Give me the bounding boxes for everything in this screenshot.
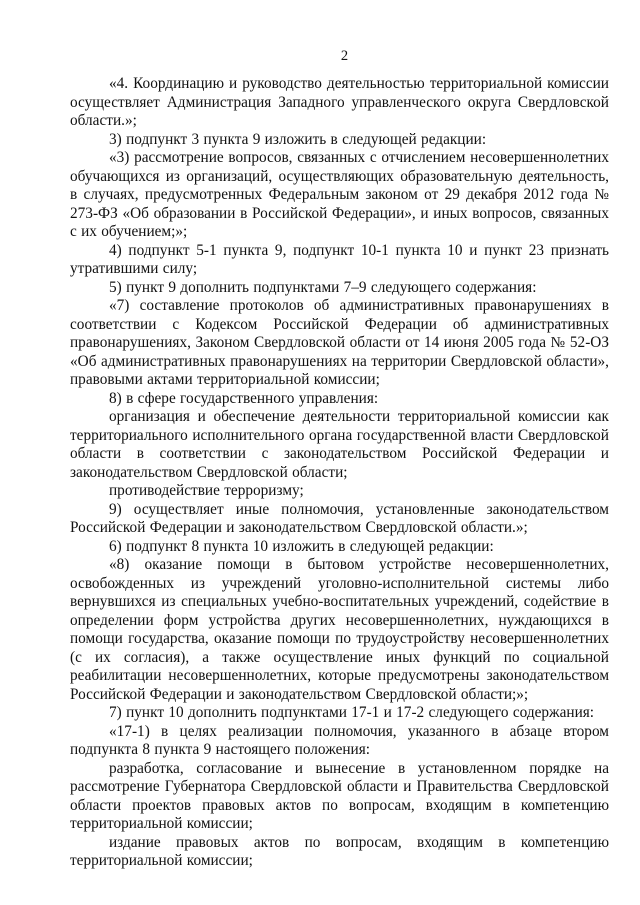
paragraph: организация и обеспечение деятельности территориальной комиссии как территориального исполнительного органа государственной власти Свердловской области в соответствии с законодательством Российской Федерации и законодательством Свердловской области; xyxy=(70,408,609,481)
document-body xyxy=(70,75,609,871)
paragraph: противодействие терроризму; xyxy=(109,482,304,499)
paragraph: «7) составление протоколов об административных правонарушениях в соответствии с Кодексом Российской Федерации об административных правонарушениях, Законом Свердловской области от 14 июня 2005 года № 52-ОЗ «Об административных правонарушениях на территории Свердловской области», правовыми актами территориальной комиссии; xyxy=(70,297,609,388)
paragraph: 3) подпункт 3 пункта 9 изложить в следующей редакции: xyxy=(109,130,487,148)
paragraph: издание правовых актов по вопросам, входящим в компетенцию территориальной комиссии; xyxy=(70,833,609,869)
paragraph: «17-1) в целях реализации полномочия, указанного в абзаце втором подпункта 8 пункта 9 настоящего положения: xyxy=(70,722,609,758)
paragraph: 4) подпункт 5-1 пункта 9, подпункт 10-1 пункта 10 и пункт 23 признать утратившими силу; xyxy=(70,241,609,277)
paragraph: «4. Координацию и руководство деятельностью территориальной комиссии осуществляет Администрация Западного управленческого округа Свердловской области.»; xyxy=(70,75,609,129)
paragraph: 9) осуществляет иные полномочия, установленные законодательством Российской Федерации и законодательством Свердловской области.»; xyxy=(70,500,609,536)
paragraph: «3) рассмотрение вопросов, связанных с отчислением несовершеннолетних обучающихся из организаций, осуществляющих образовательную деятельность, в случаях, предусмотренных Федеральным законом от 29 декабря 2012 года № 273-ФЗ «Об образовании в Российской Федерации», и иных вопросов, связанных с их обучением;»; xyxy=(70,149,609,240)
paragraph: «8) оказание помощи в бытовом устройстве несовершеннолетних, освобожденных из учреждений уголовно-исполнительной системы либо вернувшихся из специальных учебно-воспитательных учреждений, содействие в определении форм устройства других несовершеннолетних, нуждающихся в помощи государства, оказание помощи по трудоустройству несовершеннолетних (с их согласия), а также осуществление иных функций по социальной реабилитации несовершеннолетних, которые предусмотрены законодательством Российской Федерации и законодательством Свердловской области;»; xyxy=(70,556,609,703)
paragraph: 8) в сфере государственного управления: xyxy=(109,389,379,407)
paragraph: 6) подпункт 8 пункта 10 изложить в следующей редакции: xyxy=(109,537,494,555)
paragraph: 7) пункт 10 дополнить подпунктами 17-1 и 17-2 следующего содержания: xyxy=(109,704,595,721)
paragraph: 5) пункт 9 дополнить подпунктами 7–9 следующего содержания: xyxy=(109,278,537,296)
page-number: 2 xyxy=(340,48,349,64)
paragraph: разработка, согласование и вынесение в установленном порядке на рассмотрение Губернатора Свердловской области и Правительства Свердловской области проектов правовых актов по вопросам, входящим в компетенцию территориальной комиссии; xyxy=(70,759,609,832)
